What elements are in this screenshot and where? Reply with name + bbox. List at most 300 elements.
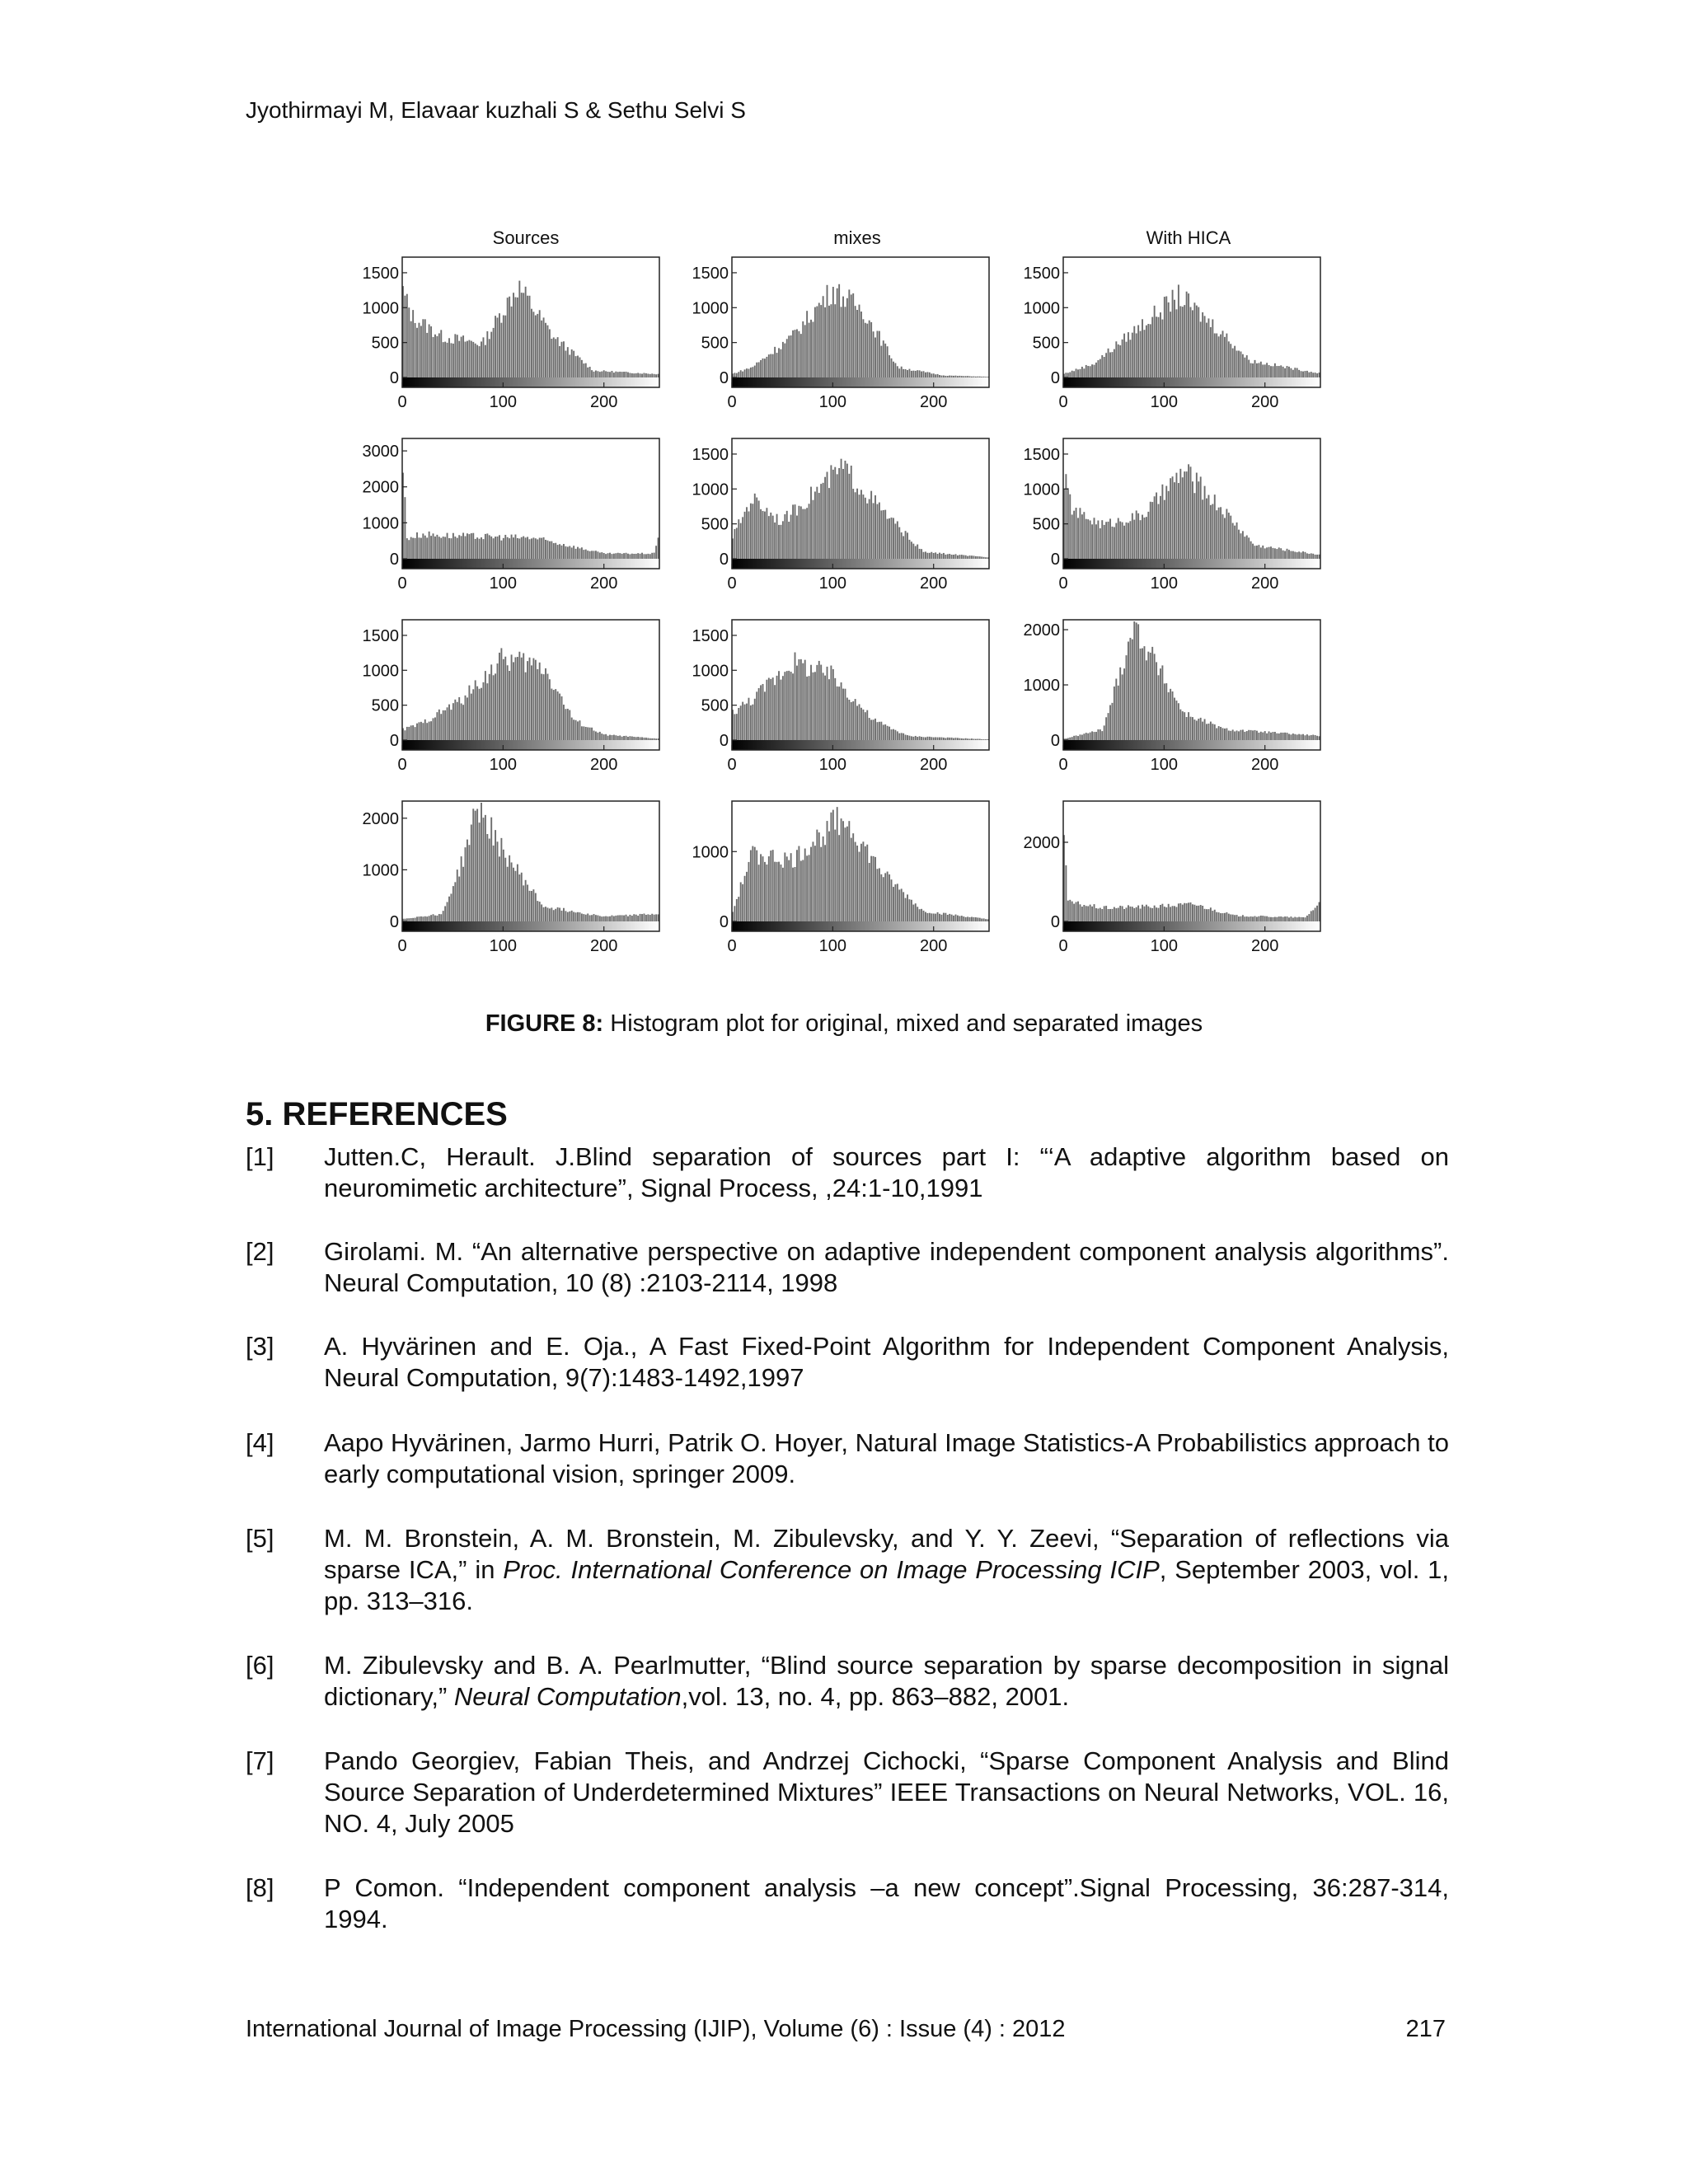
histogram-bar (809, 323, 810, 377)
histogram-bar (925, 912, 926, 921)
histogram-bar (866, 845, 868, 921)
histogram-bar (607, 736, 609, 740)
histogram-bar (1200, 718, 1202, 740)
histogram-panel (692, 257, 990, 411)
histogram-bar (923, 737, 925, 740)
histogram-bar (742, 517, 743, 559)
histogram-bar (493, 675, 495, 740)
histogram-bar (813, 841, 814, 921)
histogram-bar (887, 726, 889, 740)
histogram-bar (957, 555, 959, 559)
histogram-bar (953, 916, 954, 921)
histogram-bar (788, 671, 790, 740)
histogram-bar (1178, 284, 1179, 377)
x-tick-label: 0 (727, 937, 737, 955)
histogram-bar (471, 533, 472, 559)
histogram-bar (591, 915, 593, 921)
reference-item-5 (246, 1523, 1449, 1617)
histogram-bar (786, 339, 788, 377)
histogram-bar (897, 731, 898, 740)
histogram-bar (406, 727, 408, 740)
histogram-bar (975, 917, 977, 921)
histogram-bar (1254, 916, 1256, 921)
histogram-bar (1077, 902, 1079, 921)
histogram-bar (1184, 712, 1185, 740)
histogram-bar (1104, 725, 1105, 740)
histogram-bar (517, 865, 518, 921)
histogram-bar (1262, 546, 1264, 559)
histogram-bar (571, 349, 573, 377)
histogram-bar (1198, 906, 1199, 921)
histogram-bar (444, 906, 446, 921)
histogram-bar (776, 676, 778, 740)
histogram-bar (617, 916, 619, 921)
histogram-bar (419, 537, 420, 559)
histogram-bar (627, 373, 629, 377)
histogram-bar (1202, 906, 1203, 921)
histogram-bar (795, 504, 796, 559)
histogram-bar (1161, 665, 1163, 740)
histogram-bar (1266, 916, 1268, 921)
histogram-bar (593, 731, 595, 740)
histogram-bar (436, 336, 438, 377)
histogram-bar (587, 727, 588, 740)
histogram-bar (740, 370, 742, 377)
histogram-bar (433, 533, 434, 559)
histogram-bar (1170, 907, 1171, 921)
histogram-bar (1316, 555, 1318, 559)
histogram-bar (499, 653, 500, 740)
histogram-bar (1090, 905, 1091, 921)
histogram-bar (621, 915, 623, 921)
histogram-bar (495, 537, 496, 559)
histogram-bar (531, 538, 532, 559)
histogram-bar (511, 307, 513, 377)
histogram-bar (754, 699, 756, 740)
y-tick-label: 1000 (362, 514, 399, 533)
histogram-bar (929, 553, 931, 559)
histogram-bar (786, 856, 788, 921)
histogram-bar (874, 495, 876, 559)
histogram-bar (894, 730, 896, 740)
histogram-bar (971, 555, 973, 559)
histogram-bar (529, 539, 531, 559)
histogram-bar (633, 554, 635, 559)
histogram-bar (1222, 728, 1224, 740)
histogram-bar (939, 553, 940, 559)
histogram-bar (862, 319, 864, 377)
reference-text: Pando Georgiev, Fabian Theis, and Andrzej Cichocki, “Sparse Component Analysis and Blind Source Separation of Underdetermined Mixtures” IEEE Transactions on Neural Networks, VOL. 16, NO. 4, July 2005 (324, 1746, 1449, 1838)
histogram-bar (527, 537, 528, 559)
histogram-bar (905, 531, 907, 559)
histogram-bar (1311, 735, 1312, 740)
histogram-bar (893, 518, 894, 559)
histogram-bar (511, 535, 513, 559)
histogram-bar (1158, 908, 1160, 921)
histogram-bar (1296, 552, 1298, 559)
histogram-bar (507, 665, 509, 740)
histogram-bar (1226, 729, 1227, 740)
histogram-bar (1097, 908, 1099, 921)
histogram-bar (430, 721, 432, 740)
histogram-bar (539, 310, 541, 377)
histogram-bar (1182, 711, 1184, 740)
journal-footer: International Journal of Image Processing (IJIP), Volume (6) : Issue (4) : 2012 (246, 2016, 1066, 2042)
histogram-bar (909, 736, 911, 740)
histogram-bar (816, 307, 818, 377)
histogram-bar (877, 330, 879, 377)
histogram-bar (754, 847, 756, 921)
histogram-bar (983, 739, 985, 740)
histogram-bar (748, 369, 750, 377)
histogram-bar (557, 691, 559, 740)
histogram-bar (1085, 519, 1087, 559)
histogram-bar (424, 536, 426, 559)
histogram-bar (961, 555, 963, 559)
histogram-bar (877, 869, 879, 921)
histogram-bar (597, 916, 598, 921)
histogram-bar (654, 915, 655, 921)
histogram-bar (987, 557, 989, 559)
histogram-bar (880, 510, 882, 559)
histogram-bar (462, 867, 464, 921)
histogram-bar (827, 285, 828, 377)
histogram-bar (654, 553, 655, 559)
histogram-bar (430, 536, 432, 559)
histogram-bar (1112, 352, 1114, 377)
histogram-bar (565, 350, 566, 377)
histogram-bar (1158, 675, 1160, 740)
histogram-bar (1270, 917, 1272, 921)
histogram-bar (1268, 547, 1270, 559)
histogram-bar (1067, 373, 1069, 377)
histogram-bar (1306, 734, 1308, 740)
histogram-bar (1284, 733, 1286, 740)
histogram-bar (444, 710, 446, 740)
histogram-bar (1234, 915, 1236, 921)
histogram-bar (1118, 907, 1119, 921)
histogram-bar (1250, 730, 1252, 740)
histogram-bar (782, 868, 784, 921)
histogram-bar (451, 343, 452, 377)
histogram-bar (782, 521, 784, 559)
histogram-bar (1090, 366, 1091, 377)
histogram-bar (649, 374, 651, 377)
histogram-bar (609, 372, 611, 377)
x-tick-label: 0 (727, 393, 737, 411)
histogram-bar (1165, 486, 1167, 559)
histogram-bar (1268, 731, 1270, 740)
histogram-bar (810, 487, 812, 559)
x-tick-label: 0 (1058, 574, 1068, 593)
histogram-bar (874, 857, 876, 921)
histogram-bar (601, 372, 603, 377)
histogram-bar (434, 335, 436, 377)
histogram-bar (525, 673, 527, 740)
histogram-bar (1176, 473, 1178, 559)
histogram-bar (860, 708, 862, 740)
histogram-bar (1256, 731, 1258, 740)
histogram-bar (961, 376, 963, 377)
histogram-bar (1108, 909, 1109, 921)
histogram-bar (852, 701, 854, 740)
histogram-bar (565, 546, 566, 559)
histogram-bar (1210, 722, 1212, 740)
histogram-bar (1301, 371, 1302, 377)
histogram-bar (1311, 553, 1312, 559)
histogram-bar (945, 913, 946, 921)
histogram-bar (635, 554, 637, 559)
histogram-bar (824, 676, 826, 740)
histogram-bar (823, 837, 824, 921)
histogram-bar (444, 537, 446, 559)
histogram-bar (1212, 911, 1213, 921)
histogram-bar (593, 551, 595, 559)
histogram-bar (420, 722, 422, 740)
histogram-bar (967, 556, 968, 559)
histogram-bar (483, 337, 485, 377)
histogram-bar (891, 879, 893, 921)
histogram-bar (1262, 916, 1264, 921)
histogram-bar (1204, 719, 1206, 740)
histogram-bar (1147, 512, 1149, 559)
histogram-bar (1210, 327, 1212, 377)
histogram-bar (1278, 366, 1280, 377)
histogram-bar (457, 335, 458, 377)
histogram-bar (1100, 908, 1101, 921)
histogram-bar (603, 734, 605, 740)
histogram-bar (1174, 300, 1175, 377)
histogram-bar (1232, 523, 1234, 559)
histogram-bar (475, 539, 476, 559)
histogram-bar (786, 511, 788, 559)
histogram-bar (1136, 333, 1137, 377)
histogram-bar (1087, 906, 1089, 921)
histogram-bar (416, 532, 418, 559)
histogram-bar (943, 913, 945, 921)
y-tick-label: 1000 (692, 480, 729, 499)
histogram-bar (452, 533, 454, 559)
histogram-bar (412, 538, 414, 559)
histogram-bar (736, 714, 738, 740)
histogram-bar (1200, 321, 1202, 377)
histogram-bar (525, 537, 527, 559)
histogram-bar (406, 294, 408, 377)
histogram-bar (1178, 703, 1179, 740)
histogram-bar (467, 697, 468, 740)
histogram-bar (949, 554, 950, 559)
histogram-bar (1104, 525, 1105, 559)
histogram-bar (750, 504, 752, 559)
histogram-panel (1024, 620, 1321, 774)
histogram-bar (410, 725, 412, 740)
histogram-bar (626, 915, 627, 921)
histogram-bar (555, 909, 556, 921)
histogram-bar (903, 536, 904, 559)
figure-caption (0, 1010, 1688, 1038)
histogram-bar (1236, 523, 1238, 559)
histogram-bar (1126, 655, 1128, 740)
histogram-bar (1256, 546, 1258, 559)
page-number: 217 (1405, 2016, 1446, 2042)
y-tick-label: 1500 (692, 264, 729, 283)
histogram-bar (884, 344, 886, 377)
histogram-bar (1308, 373, 1310, 377)
histogram-bar (613, 554, 615, 559)
histogram-bar (870, 322, 872, 377)
histogram-bar (869, 863, 870, 921)
histogram-bar (1258, 916, 1259, 921)
histogram-bar (1132, 333, 1133, 377)
histogram-bar (865, 846, 866, 921)
histogram-bar (1287, 733, 1288, 740)
histogram-bar (1142, 319, 1143, 377)
histogram-bar (842, 469, 844, 559)
histogram-bar (830, 813, 832, 921)
histogram-bar (597, 371, 598, 377)
histogram-bar (1136, 510, 1137, 559)
histogram-bar (947, 376, 949, 377)
histogram-bar (1208, 318, 1210, 377)
histogram-bar (949, 914, 950, 921)
histogram-bar (1232, 915, 1234, 921)
histogram-panel (1024, 257, 1321, 411)
histogram-bar (758, 688, 760, 740)
histogram-bar (523, 654, 524, 740)
histogram-bar (802, 321, 804, 377)
histogram-bar (800, 506, 802, 559)
histogram-bar (1129, 907, 1131, 921)
histogram-bar (1164, 297, 1165, 377)
histogram-bar (1156, 316, 1157, 377)
histogram-bar (951, 738, 953, 740)
references-heading: 5. REFERENCES (246, 1096, 508, 1132)
histogram-bar (539, 663, 541, 740)
histogram-bar (1114, 527, 1115, 559)
histogram-bar (1087, 366, 1089, 377)
histogram-bar (1132, 640, 1133, 740)
histogram-bar (802, 663, 804, 740)
histogram-bar (796, 516, 798, 559)
reference-item-2 (246, 1236, 1449, 1299)
histogram-bar (1104, 357, 1105, 377)
histogram-bar (770, 513, 771, 559)
histogram-bar (941, 915, 943, 921)
histogram-bar (555, 689, 556, 740)
histogram-bar (919, 549, 921, 559)
histogram-bar (951, 555, 953, 559)
histogram-bar (898, 889, 900, 921)
histogram-bar (1184, 903, 1185, 921)
histogram-bar (961, 738, 963, 740)
histogram-bar (778, 862, 780, 921)
histogram-bar (813, 321, 814, 377)
histogram-bar (1202, 722, 1203, 740)
histogram-bar (842, 297, 844, 377)
histogram-bar (433, 718, 434, 740)
histogram-bar (975, 739, 977, 740)
histogram-bar (426, 723, 428, 740)
histogram-bar (1204, 486, 1206, 559)
histogram-bar (408, 727, 410, 740)
histogram-bar (436, 535, 438, 559)
histogram-bar (1077, 369, 1079, 377)
histogram-bar (619, 735, 621, 740)
histogram-bar (841, 307, 842, 377)
histogram-bar (887, 346, 889, 377)
histogram-bar (597, 551, 598, 559)
histogram-bar (531, 891, 532, 921)
histogram-bar (965, 917, 967, 921)
histogram-bar (535, 893, 537, 921)
histogram-bar (1301, 734, 1302, 740)
histogram-bar (965, 376, 967, 377)
histogram-bar (939, 375, 940, 377)
histogram-bar (879, 331, 880, 377)
histogram-bar (820, 484, 822, 559)
histogram-bar (499, 535, 500, 559)
histogram-bar (658, 537, 659, 559)
histogram-bar (1104, 906, 1105, 921)
histogram-bar (905, 369, 907, 377)
histogram-bar (959, 376, 960, 377)
histogram-bar (931, 737, 932, 740)
histogram-bar (1274, 917, 1276, 921)
histogram-bar (457, 869, 458, 921)
histogram-bar (1188, 293, 1189, 377)
histogram-bar (1196, 473, 1198, 559)
histogram-bar (823, 296, 824, 377)
reference-text: Aapo Hyvärinen, Jarmo Hurri, Patrik O. Hoyer, Natural Image Statistics-A Probabilistics approach to early computational vision, springer 2009. (324, 1428, 1449, 1488)
histogram-bar (894, 523, 896, 559)
histogram-bar (1101, 520, 1103, 559)
histogram-bar (945, 738, 946, 740)
histogram-bar (629, 554, 631, 559)
histogram-bar (752, 367, 753, 377)
histogram-bar (429, 532, 430, 559)
histogram-bar (846, 827, 848, 921)
histogram-bar (573, 719, 574, 740)
histogram-bar (917, 907, 918, 921)
histogram-bar (626, 553, 627, 559)
histogram-bar (486, 834, 488, 921)
histogram-bar (856, 489, 858, 559)
histogram-bar (644, 914, 645, 921)
histogram-bar (865, 498, 866, 559)
histogram-bar (1284, 916, 1286, 921)
histogram-bar (1288, 733, 1290, 740)
histogram-bar (804, 509, 806, 559)
histogram-bar (859, 852, 860, 921)
histogram-bar (627, 916, 629, 921)
histogram-bar (1165, 683, 1167, 740)
histogram-bar (1097, 729, 1099, 740)
reference-text: Girolami. M. “An alternative perspective on adaptive independent component analysis algorithms”. Neural Computation, 10 (8) :2103-2114, 1998 (324, 1237, 1449, 1297)
histogram-bar (1302, 917, 1304, 921)
reference-number: [3] (246, 1332, 274, 1361)
histogram-bar (438, 333, 440, 377)
histogram-bar (1244, 537, 1245, 559)
histogram-bar (1238, 530, 1240, 559)
histogram-bar (744, 876, 746, 921)
histogram-bar (585, 915, 587, 921)
histogram-bar (1282, 367, 1284, 377)
histogram-bar (599, 372, 601, 377)
histogram-bar (581, 360, 583, 377)
histogram-bar (567, 347, 569, 377)
histogram-bar (911, 371, 912, 377)
histogram-bar (1282, 733, 1284, 740)
